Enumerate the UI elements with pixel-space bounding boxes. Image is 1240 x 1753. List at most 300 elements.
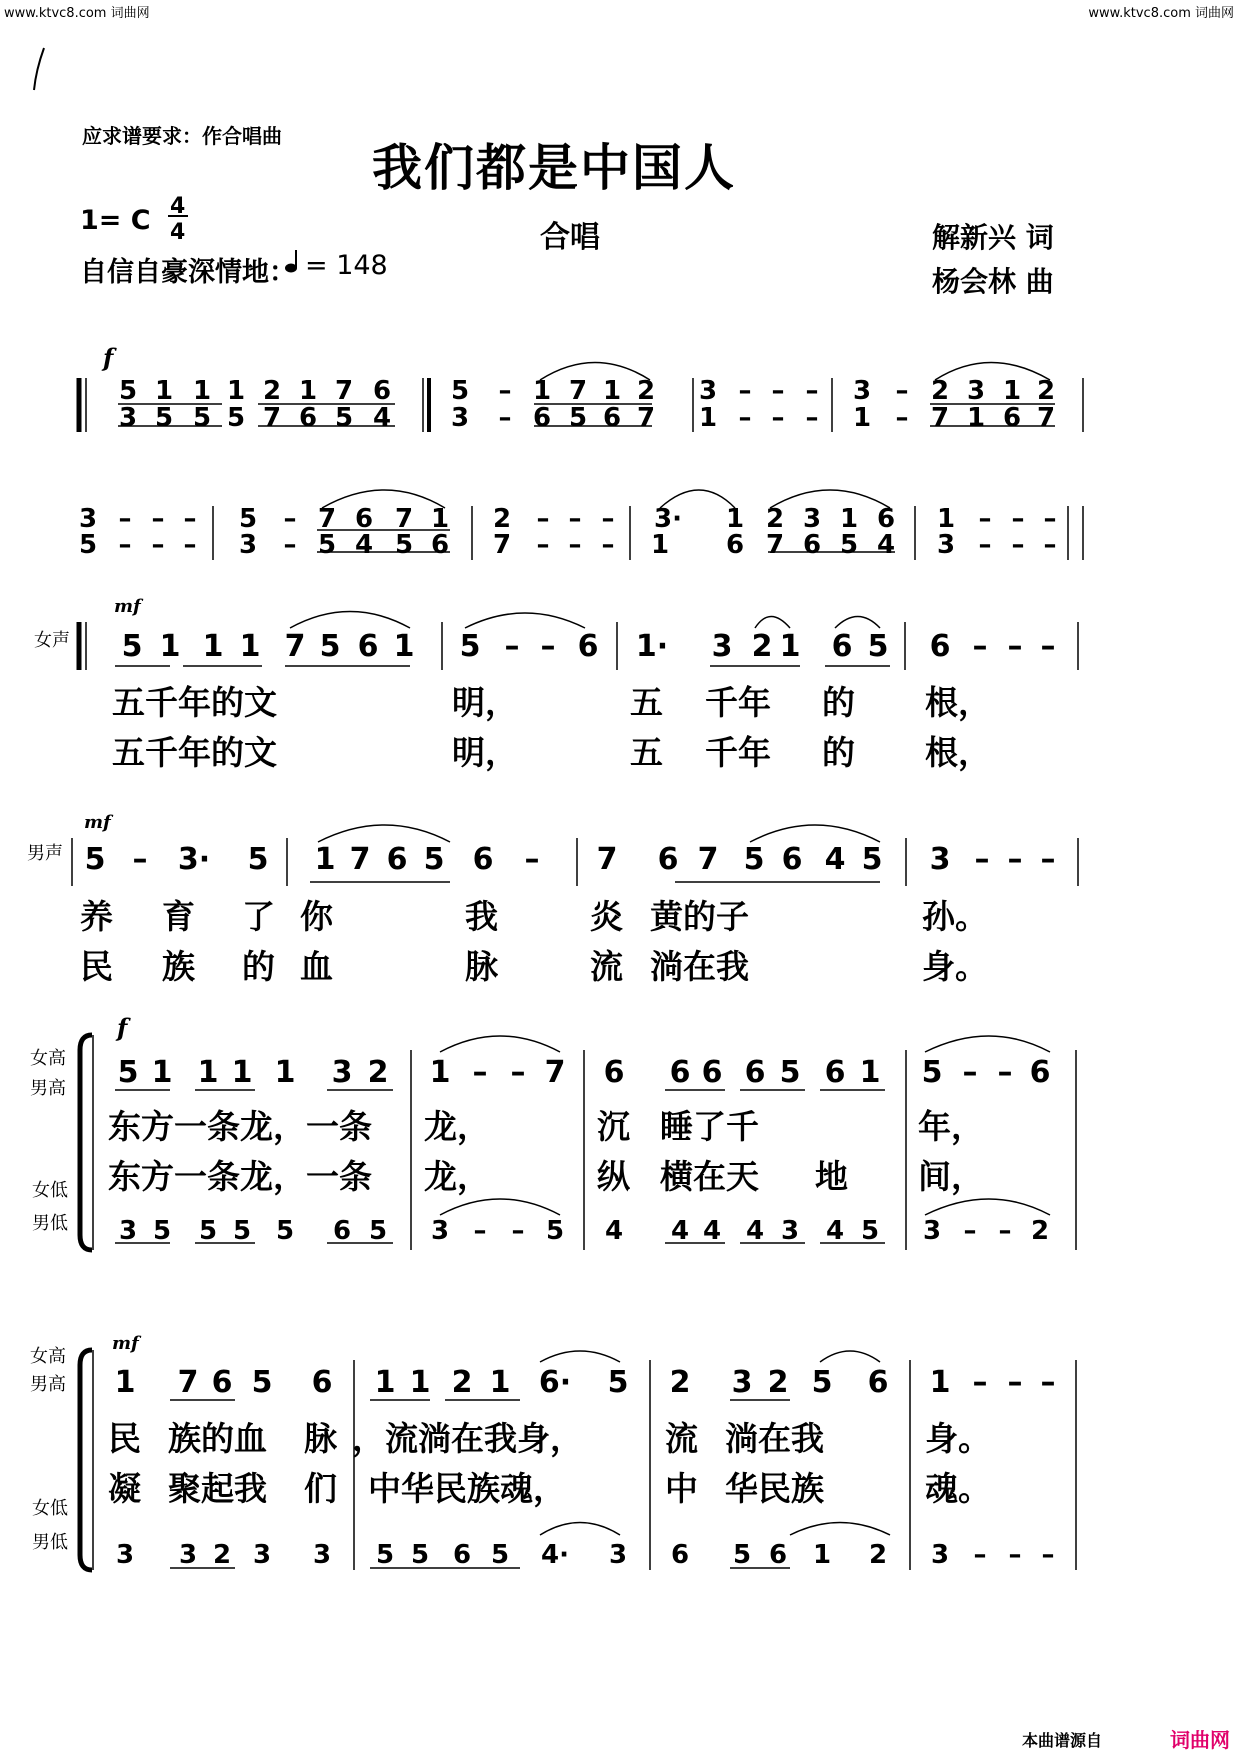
lyric: 育 <box>162 897 195 936</box>
lyric: 凝 <box>108 1469 141 1508</box>
voice-label-bass: 男低 <box>32 1532 68 1553</box>
note: 3 <box>698 376 718 406</box>
lyric: 你 <box>300 897 333 936</box>
tempo-text: 自信自豪深情地： <box>80 257 296 288</box>
note: – <box>601 530 615 560</box>
note: 3 <box>608 1540 628 1570</box>
note: 7 <box>262 403 282 433</box>
note: 1 <box>192 376 212 406</box>
note: – <box>524 842 540 877</box>
note: 6 <box>768 1540 788 1570</box>
note: – <box>978 530 992 560</box>
note: 6 <box>824 1055 846 1090</box>
note: 1 <box>602 376 622 406</box>
note: 1 <box>298 376 318 406</box>
note: 6 <box>532 403 552 433</box>
note: 5 <box>839 530 859 560</box>
note: 1 <box>852 403 872 433</box>
note: 1 <box>936 504 956 534</box>
note: 5 <box>117 1055 139 1090</box>
note: – <box>151 530 165 560</box>
lyric: 东方一条龙，一条 <box>108 1157 372 1196</box>
voice-label-alto: 女低 <box>32 1498 68 1519</box>
note: 6 <box>831 629 853 664</box>
note: – <box>1007 842 1023 877</box>
lyric: 五 <box>630 683 663 722</box>
note: 3 <box>115 1540 135 1570</box>
note: – <box>536 504 550 534</box>
footer-brand[interactable]: 词曲网 <box>1170 1728 1230 1752</box>
lyric: 养 <box>80 897 113 936</box>
voice-label-soprano: 女高 <box>30 1346 66 1367</box>
voice-label-tenor: 男高 <box>30 1374 66 1395</box>
note: 5 <box>251 1365 273 1400</box>
subtitle: 合唱 <box>540 220 600 255</box>
note: 2 <box>767 1365 789 1400</box>
note: 1 <box>430 504 450 534</box>
note: 1 <box>725 504 745 534</box>
note: – <box>536 530 550 560</box>
note: – <box>1041 1540 1055 1570</box>
footer-source: 本曲谱源自 <box>1022 1731 1103 1750</box>
lyric: 流 <box>590 947 623 986</box>
note: 6 <box>577 629 599 664</box>
note: – <box>118 530 132 560</box>
note: 2 <box>212 1540 232 1570</box>
lyric: 地 <box>815 1157 848 1196</box>
lyric: 身。 <box>922 947 988 986</box>
note: 5 <box>732 1540 752 1570</box>
note: – <box>504 629 520 664</box>
note: 5 <box>247 842 269 877</box>
note: 6 <box>669 1055 691 1090</box>
lyric: 千年 <box>705 683 771 722</box>
note: – <box>151 504 165 534</box>
lyric: 我 <box>465 897 498 936</box>
note: 3 <box>929 842 951 877</box>
note: – <box>963 1216 977 1246</box>
note: 7 <box>568 376 588 406</box>
lyric: 的 <box>242 947 275 986</box>
note: – <box>895 403 909 433</box>
note: 6 <box>929 629 951 664</box>
note: – <box>601 504 615 534</box>
note: – <box>805 403 819 433</box>
note: 5 <box>232 1216 252 1246</box>
note: 1· <box>635 629 669 664</box>
note: – <box>283 504 297 534</box>
note: 5 <box>275 1216 295 1246</box>
note: 7 <box>930 403 950 433</box>
note: 3· <box>177 842 211 877</box>
lyric: 东方一条龙，一条 <box>108 1107 372 1146</box>
note: 1 <box>409 1365 431 1400</box>
dynamic-forte: f <box>117 1013 128 1042</box>
note: 1 <box>231 1055 253 1090</box>
note: – <box>1011 504 1025 534</box>
note: 3 <box>922 1216 942 1246</box>
note: 6 <box>472 842 494 877</box>
voice-label-female: 女声 <box>34 630 70 651</box>
note: 1 <box>274 1055 296 1090</box>
note: 6 <box>701 1055 723 1090</box>
site-url-right[interactable]: www.ktvc8.com 词曲网 <box>1088 6 1234 21</box>
note: 4 <box>876 530 896 560</box>
note: 3 <box>780 1216 800 1246</box>
meter-bottom: 4 <box>170 220 186 245</box>
note: 1 <box>393 629 415 664</box>
note: 3· <box>654 504 682 534</box>
lyric: 黄的子 <box>650 897 749 936</box>
note: 7 <box>284 629 306 664</box>
lyric: 的 <box>822 683 855 722</box>
note: 5 <box>319 629 341 664</box>
lyric: 明， <box>452 683 518 722</box>
note: 5 <box>317 530 337 560</box>
lyric: 们 <box>304 1469 337 1508</box>
note: 6 <box>876 504 896 534</box>
lyric: 华民族 <box>725 1469 824 1508</box>
note: 6 <box>867 1365 889 1400</box>
note: 5 <box>394 530 414 560</box>
note: 7 <box>636 403 656 433</box>
note: 1 <box>154 376 174 406</box>
note: 1 <box>202 629 224 664</box>
note: 6· <box>538 1365 572 1400</box>
page-title: 我们都是中国人 <box>372 139 736 197</box>
site-url-left[interactable]: www.ktvc8.com 词曲网 <box>4 6 150 21</box>
note: 5 <box>84 842 106 877</box>
note: 7 <box>765 530 785 560</box>
note: 3 <box>450 403 470 433</box>
note: 1 <box>239 629 261 664</box>
lyric: 身。 <box>925 1419 991 1458</box>
lyric: 魂。 <box>925 1469 991 1508</box>
dynamic-mezzo-forte: mf <box>112 1333 139 1354</box>
note: 5 <box>423 842 445 877</box>
note: – <box>510 1055 526 1090</box>
note: 1 <box>859 1055 881 1090</box>
note: 3 <box>731 1365 753 1400</box>
lyric: 龙， <box>424 1107 490 1146</box>
note: 7 <box>544 1055 566 1090</box>
note: 1 <box>159 629 181 664</box>
note: 4 <box>372 403 392 433</box>
lyric: 炎 <box>590 897 623 936</box>
note: 3 <box>711 629 733 664</box>
note: 7 <box>596 842 618 877</box>
note: 4 <box>825 1216 845 1246</box>
lyric: 聚起我 <box>168 1469 267 1508</box>
note: – <box>540 629 556 664</box>
note: 5 <box>368 1216 388 1246</box>
note: – <box>1007 1365 1023 1400</box>
note: 5 <box>861 842 883 877</box>
note: 5 <box>78 530 98 560</box>
note: – <box>771 403 785 433</box>
note: – <box>183 530 197 560</box>
note: 4· <box>541 1540 569 1570</box>
note: – <box>1008 1540 1022 1570</box>
note: 1 <box>650 530 670 560</box>
note: 7 <box>1036 403 1056 433</box>
note: 3 <box>118 1216 138 1246</box>
note: 6 <box>1002 403 1022 433</box>
note: – <box>511 1216 525 1246</box>
note: – <box>1043 530 1057 560</box>
note: 3 <box>178 1540 198 1570</box>
note: 5 <box>459 629 481 664</box>
note: – <box>978 504 992 534</box>
note: 5 <box>154 403 174 433</box>
note: 6 <box>298 403 318 433</box>
note: 2 <box>451 1365 473 1400</box>
note: 1 <box>374 1365 396 1400</box>
note: – <box>972 1365 988 1400</box>
note: 5 <box>121 629 143 664</box>
note: 5 <box>568 403 588 433</box>
note: – <box>118 504 132 534</box>
note: 1 <box>779 629 801 664</box>
dynamic-forte: f <box>103 343 114 372</box>
note: 7 <box>334 376 354 406</box>
lyric: 睡了千 <box>660 1107 759 1146</box>
note: 4 <box>670 1216 690 1246</box>
note: 1 <box>489 1365 511 1400</box>
note: 4 <box>604 1216 624 1246</box>
note: 5 <box>118 376 138 406</box>
voice-label-bass: 男低 <box>32 1213 68 1234</box>
lyric: 孙。 <box>922 897 988 936</box>
note: – <box>568 504 582 534</box>
note: 4 <box>745 1216 765 1246</box>
note: – <box>738 376 752 406</box>
lyric: 脉 <box>304 1419 337 1458</box>
note: 2 <box>669 1365 691 1400</box>
dynamic-mezzo-forte: mf <box>84 812 111 833</box>
note: 2 <box>367 1055 389 1090</box>
note: – <box>183 504 197 534</box>
lyric: 五千年的文 <box>112 683 277 722</box>
note: 7 <box>394 504 414 534</box>
note: – <box>771 376 785 406</box>
note: – <box>472 1055 488 1090</box>
note: 3 <box>930 1540 950 1570</box>
note: 6 <box>372 376 392 406</box>
note: – <box>568 530 582 560</box>
note: 5 <box>238 504 258 534</box>
lyric: 根， <box>925 733 991 772</box>
note: 2 <box>262 376 282 406</box>
note: – <box>805 376 819 406</box>
note: 2 <box>930 376 950 406</box>
note: 4 <box>354 530 374 560</box>
note: – <box>974 842 990 877</box>
note: 5 <box>921 1055 943 1090</box>
note: 5 <box>490 1540 510 1570</box>
lyric: 明， <box>452 733 518 772</box>
note: 5 <box>779 1055 801 1090</box>
note: – <box>132 842 148 877</box>
note: 1 <box>314 842 336 877</box>
note: 5 <box>867 629 889 664</box>
note: 6 <box>332 1216 352 1246</box>
note: 6 <box>802 530 822 560</box>
lyric: 脉 <box>465 947 498 986</box>
note: 2 <box>751 629 773 664</box>
note: 2 <box>765 504 785 534</box>
note: 7 <box>317 504 337 534</box>
note: 1 <box>966 403 986 433</box>
lyricist: 解新兴 词 <box>932 221 1054 254</box>
note: 6 <box>452 1540 472 1570</box>
note: – <box>473 1216 487 1246</box>
lyric: 的 <box>822 733 855 772</box>
note: 6 <box>430 530 450 560</box>
note: 6 <box>725 530 745 560</box>
note: 2 <box>1030 1216 1050 1246</box>
note: 6 <box>211 1365 233 1400</box>
note: 6 <box>1029 1055 1051 1090</box>
lyric: 了 <box>242 897 275 936</box>
lyric: 纵 <box>597 1157 630 1196</box>
note: 6 <box>781 842 803 877</box>
note: 7 <box>177 1365 199 1400</box>
note: 6 <box>744 1055 766 1090</box>
note: – <box>1011 530 1025 560</box>
note: 5 <box>152 1216 172 1246</box>
note: 2 <box>1036 376 1056 406</box>
note: 2 <box>868 1540 888 1570</box>
note: – <box>973 1540 987 1570</box>
note: 2 <box>636 376 656 406</box>
note: 6 <box>602 403 622 433</box>
lyric: 血 <box>300 947 333 986</box>
note: – <box>998 1216 1012 1246</box>
note: 5 <box>607 1365 629 1400</box>
lyric: 民 <box>108 1419 141 1458</box>
note: – <box>972 629 988 664</box>
note: 7 <box>492 530 512 560</box>
note: 1 <box>812 1540 832 1570</box>
note: 4 <box>702 1216 722 1246</box>
lyric: 淌在我 <box>725 1419 824 1458</box>
lyric: 千年 <box>705 733 771 772</box>
note: 3 <box>430 1216 450 1246</box>
note: 1 <box>197 1055 219 1090</box>
note: – <box>1040 1365 1056 1400</box>
lyric: 民 <box>80 947 113 986</box>
note: 6 <box>311 1365 333 1400</box>
lyric: 间， <box>918 1157 984 1196</box>
note: 5 <box>860 1216 880 1246</box>
meter-top: 4 <box>170 194 186 219</box>
composer: 杨会林 曲 <box>932 265 1054 298</box>
lyric: 淌在我 <box>650 947 749 986</box>
note: – <box>1043 504 1057 534</box>
note: 1 <box>1002 376 1022 406</box>
key-signature: 1= C <box>80 205 151 236</box>
note: 3 <box>936 530 956 560</box>
note: 5 <box>334 403 354 433</box>
note: 4 <box>824 842 846 877</box>
note: 1 <box>429 1055 451 1090</box>
request-note: 应求谱要求：作合唱曲 <box>82 124 282 148</box>
note: 6 <box>386 842 408 877</box>
note: 3 <box>238 530 258 560</box>
lyric: 流 <box>665 1419 698 1458</box>
lyric: 五千年的文 <box>112 733 277 772</box>
voice-label-soprano: 女高 <box>30 1048 66 1069</box>
note: 5 <box>226 403 246 433</box>
lyric: ，流淌在我身， <box>352 1419 583 1458</box>
note: – <box>738 403 752 433</box>
lyric: 横在天 <box>660 1157 759 1196</box>
note: 5 <box>198 1216 218 1246</box>
note: – <box>498 376 512 406</box>
note: 2 <box>492 504 512 534</box>
lyric: 龙， <box>424 1157 490 1196</box>
lyric: 根， <box>925 683 991 722</box>
note: 5 <box>450 376 470 406</box>
note: 1 <box>839 504 859 534</box>
note: – <box>997 1055 1013 1090</box>
note: – <box>498 403 512 433</box>
note: 5 <box>743 842 765 877</box>
note: 3 <box>312 1540 332 1570</box>
note: 3 <box>966 376 986 406</box>
lyric: 族的血 <box>168 1419 267 1458</box>
note: – <box>1007 629 1023 664</box>
note: 7 <box>349 842 371 877</box>
lyric: 五 <box>630 733 663 772</box>
note: 6 <box>657 842 679 877</box>
note: 6 <box>354 504 374 534</box>
note: 3 <box>252 1540 272 1570</box>
note: 3 <box>802 504 822 534</box>
voice-label-male: 男声 <box>27 843 63 864</box>
note: – <box>895 376 909 406</box>
lyric: 沉 <box>597 1107 630 1146</box>
note: 5 <box>410 1540 430 1570</box>
voice-label-tenor: 男高 <box>30 1078 66 1099</box>
note: – <box>1040 842 1056 877</box>
tempo-value: = 148 <box>305 250 388 281</box>
note: – <box>1040 629 1056 664</box>
note: 5 <box>811 1365 833 1400</box>
note: 7 <box>697 842 719 877</box>
note: 6 <box>603 1055 625 1090</box>
note: 5 <box>545 1216 565 1246</box>
note: 6 <box>670 1540 690 1570</box>
note: 3 <box>118 403 138 433</box>
note: 1 <box>698 403 718 433</box>
dynamic-mezzo-forte: mf <box>114 596 141 617</box>
note: 1 <box>151 1055 173 1090</box>
note: 1 <box>929 1365 951 1400</box>
note: 3 <box>852 376 872 406</box>
note: 5 <box>192 403 212 433</box>
note: – <box>962 1055 978 1090</box>
note: 1 <box>532 376 552 406</box>
note: 5 <box>375 1540 395 1570</box>
lyric: 中华民族魂， <box>368 1469 566 1508</box>
note: – <box>283 530 297 560</box>
note: 3 <box>331 1055 353 1090</box>
note: 6 <box>357 629 379 664</box>
lyric: 中 <box>665 1469 698 1508</box>
voice-label-alto: 女低 <box>32 1180 68 1201</box>
